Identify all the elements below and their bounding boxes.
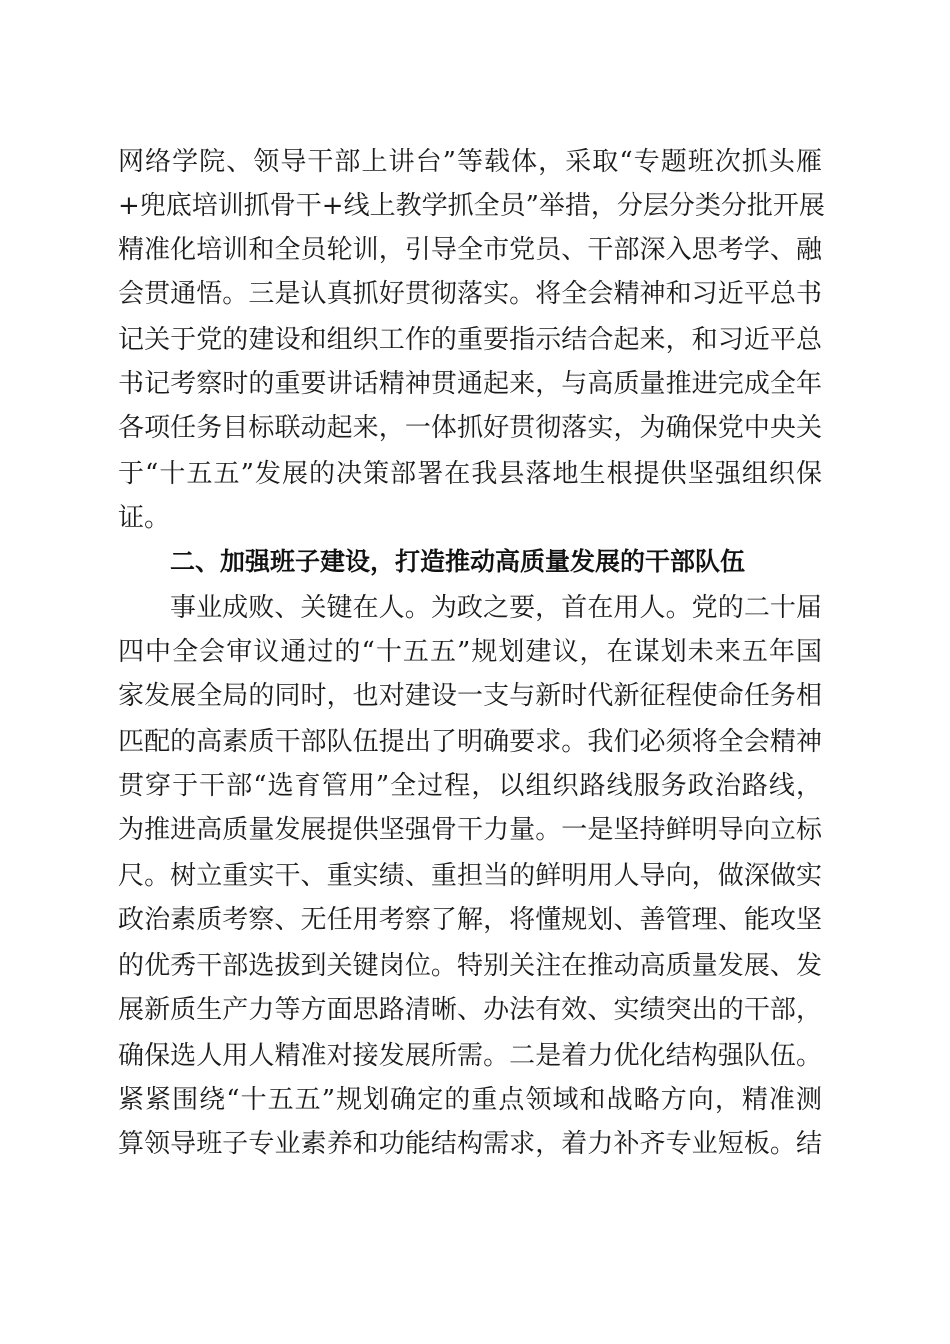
body-text-line: 为推进高质量发展提供坚强骨干力量。一是坚持鲜明导向立标: [118, 815, 822, 845]
body-text-line: 书记考察时的重要讲话精神贯通起来，与高质量推进完成全年: [118, 369, 822, 399]
body-text-line: 精准化培训和全员轮训，引导全市党员、干部深入思考学、融: [118, 235, 822, 265]
body-text-line: 四中全会审议通过的“十五五”规划建议，在谋划未来五年国: [118, 637, 822, 667]
body-text-line: 算领导班子专业素养和功能结构需求，着力补齐专业短板。结: [118, 1129, 822, 1159]
body-text-line: 于“十五五”发展的决策部署在我县落地生根提供坚强组织保: [118, 459, 822, 489]
body-text-line: 政治素质考察、无任用考察了解，将懂规划、善管理、能攻坚: [118, 905, 822, 935]
body-text-line: 尺。树立重实干、重实绩、重担当的鲜明用人导向，做深做实: [118, 861, 822, 891]
body-text-line: 紧紧围绕“十五五”规划确定的重点领域和战略方向，精准测: [118, 1085, 822, 1115]
body-text-line: 记关于党的建设和组织工作的重要指示结合起来，和习近平总: [118, 325, 822, 355]
body-text-line: 证。: [118, 503, 171, 533]
body-text-line: 匹配的高素质干部队伍提出了明确要求。我们必须将全会精神: [118, 727, 822, 757]
body-text-line: 展新质生产力等方面思路清晰、办法有效、实绩突出的干部，: [118, 995, 822, 1025]
body-text-line: 确保选人用人精准对接发展所需。二是着力优化结构强队伍。: [118, 1041, 822, 1071]
body-text-line: +兜底培训抓骨干+线上教学抓全员”举措，分层分类分批开展: [118, 191, 825, 221]
body-text-line: 事业成败、关键在人。为政之要，首在用人。党的二十届: [170, 593, 822, 623]
body-text-line: 网络学院、领导干部上讲台”等载体，采取“专题班次抓头雁: [118, 147, 822, 177]
body-text-line: 贯穿于干部“选育管用”全过程，以组织路线服务政治路线，: [118, 771, 822, 801]
body-text-line: 家发展全局的同时，也对建设一支与新时代新征程使命任务相: [118, 681, 822, 711]
section-heading: 二、加强班子建设，打造推动高质量发展的干部队伍: [170, 547, 746, 576]
body-text-line: 会贯通悟。三是认真抓好贯彻落实。将全会精神和习近平总书: [118, 279, 822, 309]
body-text-line: 的优秀干部选拔到关键岗位。特别关注在推动高质量发展、发: [118, 951, 822, 981]
body-text-line: 各项任务目标联动起来，一体抓好贯彻落实，为确保党中央关: [118, 413, 822, 443]
